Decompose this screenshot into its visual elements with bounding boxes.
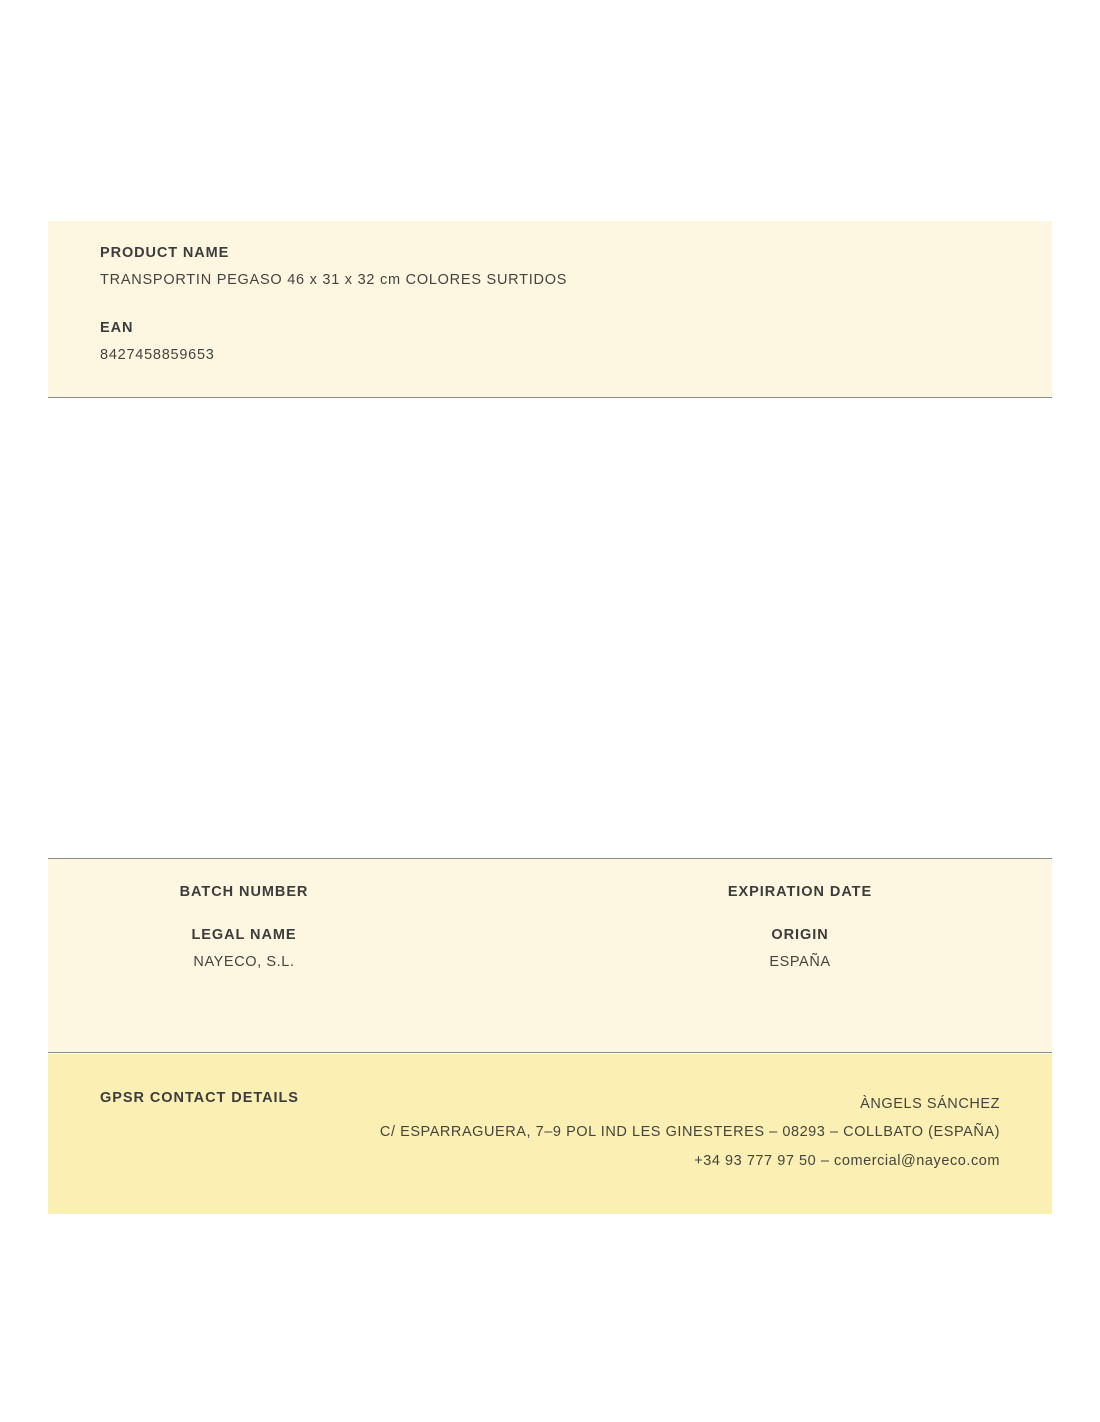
batch-number-label: BATCH NUMBER: [179, 884, 309, 900]
blank-content-area: [48, 398, 1052, 858]
product-name-value: TRANSPORTIN PEGASO 46 x 31 x 32 cm COLORES SURTIDOS: [100, 272, 568, 288]
batch-row: [48, 859, 1052, 927]
product-info-block: [48, 221, 1052, 398]
ean-value: 8427458859653: [100, 347, 215, 363]
gpsr-contact-block: [48, 1054, 1052, 1214]
legal-row: [48, 927, 1052, 970]
batch-number-cell: [48, 884, 550, 927]
legal-name-value: NAYECO, S.L.: [193, 954, 295, 970]
expiration-date-label: EXPIRATION DATE: [727, 884, 873, 900]
product-name-label: PRODUCT NAME: [100, 245, 230, 261]
product-info-inner: [48, 221, 1052, 363]
gpsr-contact-lines: [299, 1090, 1000, 1214]
expiration-date-cell: [550, 884, 1052, 927]
ean-group: [100, 320, 1052, 363]
expiration-date-value: [549, 911, 1051, 927]
batch-number-value: [0, 911, 495, 927]
ean-label: EAN: [100, 320, 134, 336]
legal-name-label: LEGAL NAME: [191, 927, 297, 943]
legal-name-cell: [48, 927, 550, 970]
gpsr-contact-person: ÀNGELS SÁNCHEZ: [860, 1096, 1000, 1112]
origin-cell: [550, 927, 1052, 970]
gpsr-contact-phone-email: +34 93 777 97 50 – comercial@nayeco.com: [694, 1152, 1000, 1169]
batch-legal-block: [48, 858, 1052, 1053]
gpsr-contact-address: C/ ESPARRAGUERA, 7–9 POL IND LES GINESTERES – 08293 – COLLBATO (ESPAÑA): [379, 1124, 1000, 1141]
origin-label: ORIGIN: [771, 927, 829, 943]
origin-value: ESPAÑA: [769, 954, 831, 970]
gpsr-contact-label: GPSR CONTACT DETAILS: [100, 1090, 299, 1106]
